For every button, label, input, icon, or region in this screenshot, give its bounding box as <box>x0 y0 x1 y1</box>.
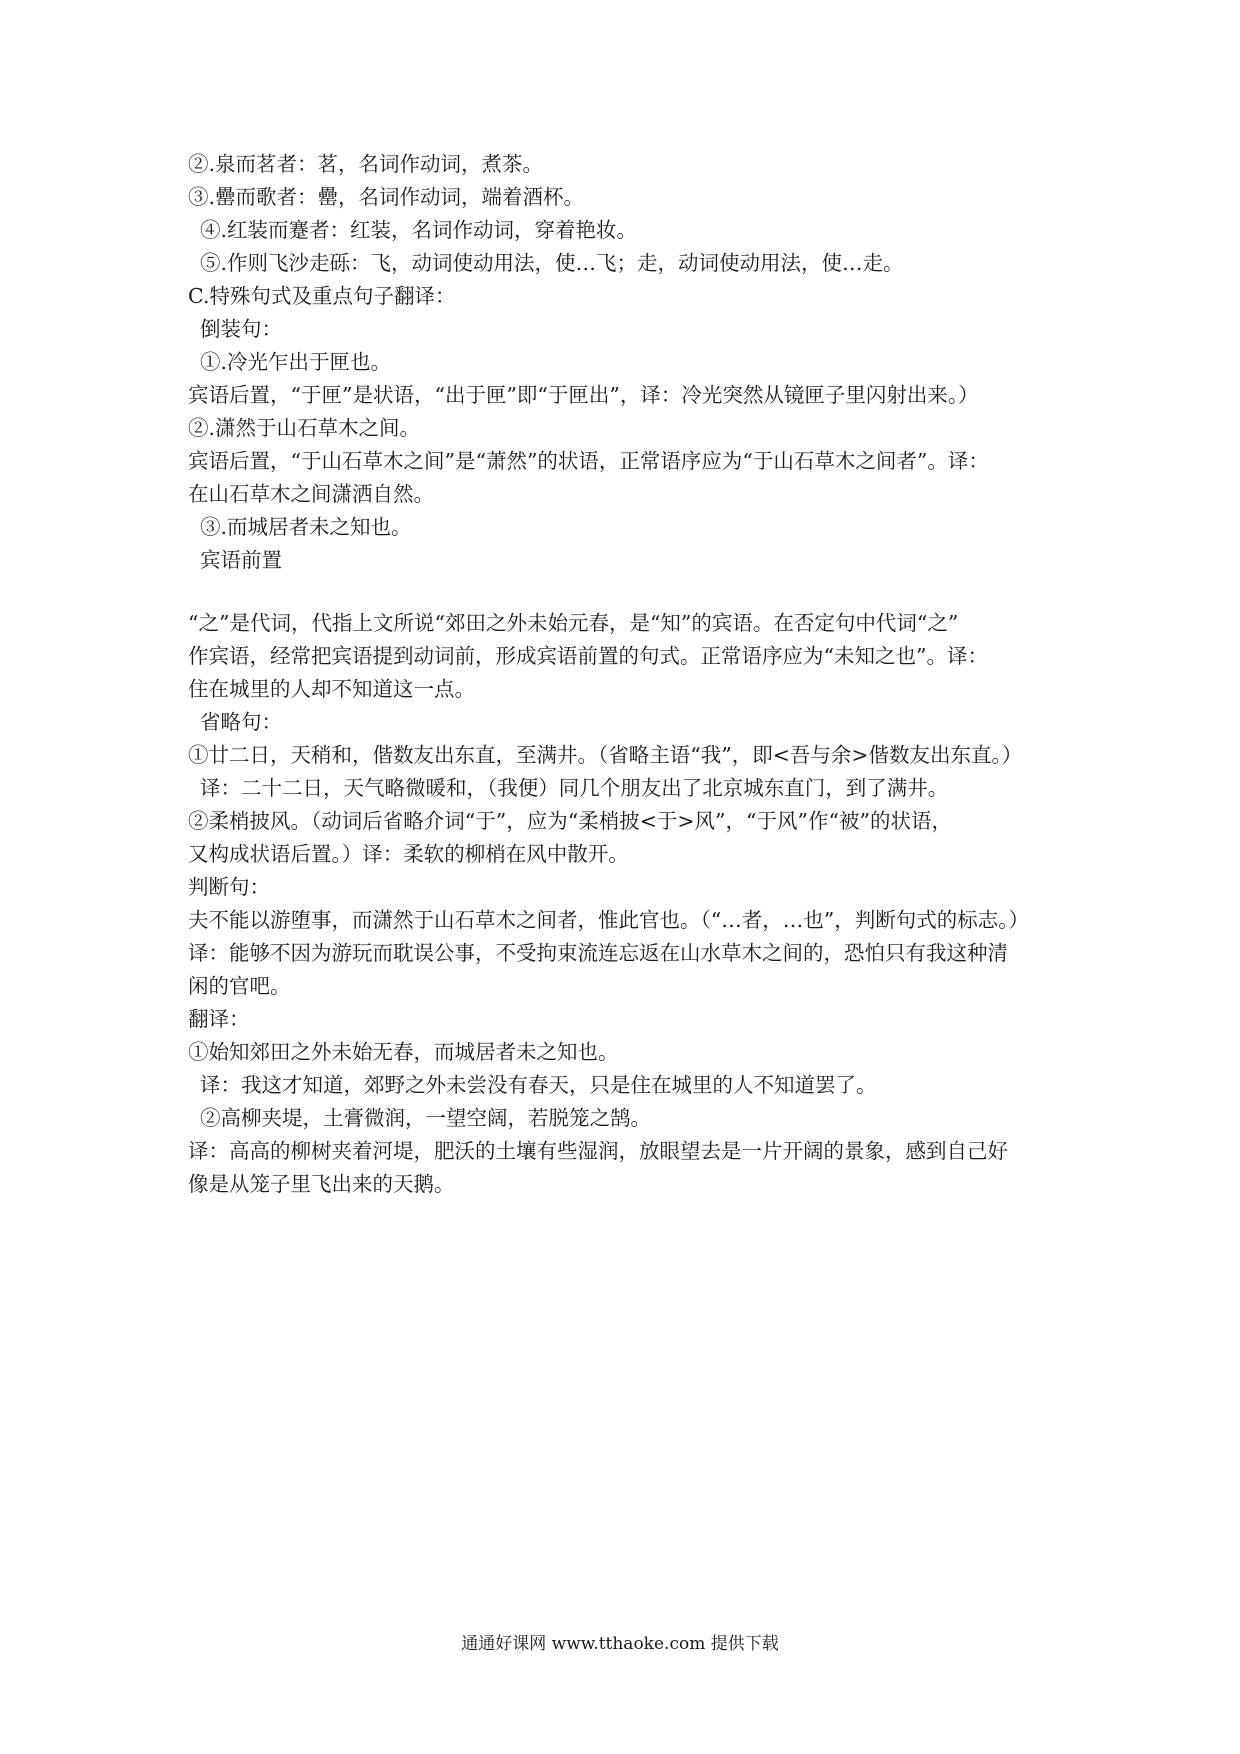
text-line: 译：能够不因为游玩而耽误公事，不受拘束流连忘返在山水草木之间的，恐怕只有我这种清 <box>188 941 1008 965</box>
subheading: 翻译： <box>188 1007 250 1031</box>
text-line: ⑤.作则飞沙走砾：飞，动词使动用法，使…飞；走，动词使动用法，使…走。 <box>200 251 904 275</box>
text-line: 译：二十二日，天气略微暖和，（我便）同几个朋友出了北京城东直门，到了满井。 <box>200 776 949 800</box>
text-line: 宾语后置，“于匣”是状语，“出于匣”即“于匣出”，译：冷光突然从镜匣子里闪射出来。） <box>188 383 979 407</box>
subheading: 省略句： <box>200 710 282 734</box>
text-line: 夫不能以游堕事，而潇然于山石草木之间者，惟此官也。（“…者，…也”，判断句式的标志。） <box>188 908 1029 932</box>
section-heading: C.特殊句式及重点句子翻译： <box>188 284 456 308</box>
text-line: ①.冷光乍出于匣也。 <box>200 350 392 374</box>
text-line: 译：高高的柳树夹着河堤，肥沃的土壤有些湿润，放眼望去是一片开阔的景象，感到自己好 <box>188 1139 1008 1163</box>
text-line: ②.泉而茗者：茗，名词作动词，煮茶。 <box>188 152 544 176</box>
subheading: 宾语前置 <box>200 548 282 572</box>
page-footer: 通通好课网 www.tthaoke.com 提供下载 <box>461 1634 779 1654</box>
subheading: 判断句： <box>188 875 270 899</box>
text-line: ②柔梢披风。（动词后省略介词“于”，应为“柔梢披<于>风”，“于风”作“被”的状语， <box>188 809 952 833</box>
subheading: 倒装句： <box>200 317 282 341</box>
text-line: 在山石草木之间潇洒自然。 <box>188 482 434 506</box>
text-line: 像是从笼子里飞出来的天鹅。 <box>188 1172 455 1196</box>
text-line: 住在城里的人却不知道这一点。 <box>188 677 475 701</box>
text-line: 译：我这才知道，郊野之外未尝没有春天，只是住在城里的人不知道罢了。 <box>200 1073 877 1097</box>
text-line: 又构成状语后置。）译：柔软的柳梢在风中散开。 <box>188 842 629 866</box>
text-line: ④.红装而蹇者：红装，名词作动词，穿着艳妆。 <box>200 218 638 242</box>
text-line: ③.罍而歌者：罍，名词作动词，端着酒杯。 <box>188 185 585 209</box>
text-line: 宾语后置，“于山石草木之间”是“萧然”的状语，正常语序应为“于山石草木之间者”。译： <box>188 449 989 473</box>
text-line: ②.潇然于山石草木之间。 <box>188 416 421 440</box>
text-line: “之”是代词，代指上文所说“郊田之外未始元春，是“知”的宾语。在否定句中代词“之” <box>188 611 959 635</box>
text-line: ③.而城居者未之知也。 <box>200 515 412 539</box>
text-line: ①始知郊田之外未始无春，而城居者未之知也。 <box>188 1040 619 1064</box>
document-body <box>188 148 1068 1201</box>
blank-space <box>188 577 1068 607</box>
text-line: 作宾语，经常把宾语提到动词前，形成宾语前置的句式。正常语序应为“未知之也”。译： <box>188 644 988 668</box>
text-line: 闲的官吧。 <box>188 974 291 998</box>
text-line: ①廿二日，天稍和，偕数友出东直，至满井。（省略主语“我”，即<吾与余>偕数友出东直。） <box>188 743 1023 767</box>
text-line: ②高柳夹堤，土膏微润，一望空阔，若脱笼之鹄。 <box>200 1106 651 1130</box>
